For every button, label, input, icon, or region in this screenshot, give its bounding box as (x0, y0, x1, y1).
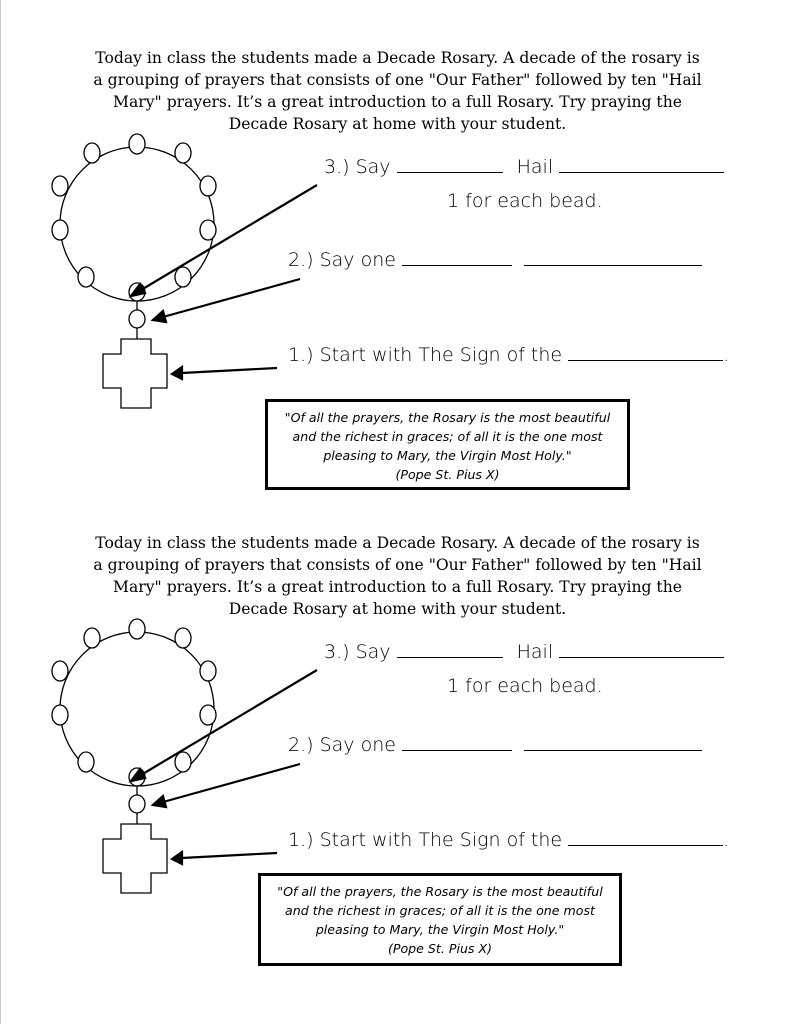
step-3-line (324, 637, 724, 664)
quote-line: pleasing to Mary, the Virgin Most Holy." (315, 922, 565, 937)
arrowhead (172, 852, 182, 864)
step-2-blank-2[interactable] (524, 245, 702, 266)
quote-line: pleasing to Mary, the Virgin Most Holy." (323, 448, 572, 463)
hail-mary-bead (175, 628, 191, 648)
arrowhead (172, 367, 182, 379)
quote-line: "Of all the prayers, the Rosary is the most beautiful (284, 410, 611, 425)
step-1-line (288, 825, 729, 852)
hail-mary-bead (78, 752, 94, 772)
hail-mary-bead (200, 661, 216, 681)
hail-mary-bead (200, 176, 216, 196)
hail-mary-bead (52, 705, 68, 725)
hail-mary-bead (52, 176, 68, 196)
hail-mary-bead (129, 134, 145, 154)
arrowhead (153, 311, 166, 322)
step-3-blank-count[interactable] (397, 637, 503, 658)
step-3-note: 1 for each bead. (447, 190, 603, 212)
step-1-label: 1.) Start with The Sign of the (288, 829, 563, 851)
step-2-line (288, 245, 702, 272)
arrowhead (153, 796, 166, 807)
step-1-label: 1.) Start with The Sign of the (288, 344, 563, 366)
step-3-line (324, 152, 724, 179)
hail-mary-bead (52, 220, 68, 240)
hail-mary-bead (78, 267, 94, 287)
pope-quote-box (265, 399, 630, 490)
pointer-arrow-1 (182, 853, 277, 858)
step-2-blank-1[interactable] (402, 245, 512, 266)
step-3-hail-label: Hail (516, 156, 554, 178)
our-father-bead (129, 310, 145, 328)
pointer-arrow-1 (182, 368, 277, 373)
step-1-blank[interactable] (568, 825, 723, 846)
intro-line: a grouping of prayers that consists of one "Our Father" followed by ten "Hail (93, 556, 702, 574)
hail-mary-bead (129, 619, 145, 639)
our-father-bead (129, 795, 145, 813)
step-1-period: . (723, 344, 730, 366)
worksheet-section-1 (0, 47, 791, 532)
intro-line: Mary" prayers. It’s a great introduction to a full Rosary. Try praying the (113, 578, 682, 596)
step-3-say-label: 3.) Say (324, 641, 391, 663)
intro-line: a grouping of prayers that consists of one "Our Father" followed by ten "Hail (93, 71, 702, 89)
quote-line: "Of all the prayers, the Rosary is the most beautiful (277, 884, 603, 899)
quote-line: and the richest in graces; of all it is the one most (285, 903, 595, 918)
cross-icon (103, 824, 167, 893)
hail-mary-bead (175, 143, 191, 163)
intro-line: Mary" prayers. It’s a great introduction to a full Rosary. Try praying the (113, 93, 682, 111)
quote-attribution: (Pope St. Pius X) (387, 941, 493, 956)
hail-mary-bead (52, 661, 68, 681)
step-2-line (288, 730, 702, 757)
intro-line: Decade Rosary at home with your student. (228, 600, 567, 618)
rosary-diagram (0, 532, 330, 902)
quote-attribution: (Pope St. Pius X) (395, 467, 500, 482)
step-2-label: 2.) Say one (288, 249, 396, 271)
cross-icon (103, 339, 167, 408)
step-2-blank-2[interactable] (524, 730, 702, 751)
intro-line: Decade Rosary at home with your student. (228, 115, 567, 133)
step-3-say-label: 3.) Say (324, 156, 391, 178)
pope-quote-box (258, 873, 622, 966)
step-3-blank-prayer[interactable] (559, 637, 724, 658)
step-1-period: . (723, 829, 730, 851)
hail-mary-bead (175, 267, 191, 287)
hail-mary-bead (200, 705, 216, 725)
pointer-arrow-3 (141, 185, 317, 290)
step-3-note: 1 for each bead. (447, 675, 603, 697)
intro-line: Today in class the students made a Decade Rosary. A decade of the rosary is (95, 534, 700, 552)
step-2-label: 2.) Say one (288, 734, 396, 756)
quote-line: and the richest in graces; of all it is the one most (292, 429, 603, 444)
step-1-blank[interactable] (568, 340, 723, 361)
step-3-hail-label: Hail (516, 641, 554, 663)
hail-mary-bead (200, 220, 216, 240)
hail-mary-bead (84, 628, 100, 648)
hail-mary-bead (175, 752, 191, 772)
pointer-arrow-3 (141, 670, 317, 775)
intro-line: Today in class the students made a Decade Rosary. A decade of the rosary is (95, 49, 700, 67)
worksheet-section-2 (0, 532, 791, 1017)
step-1-line (288, 340, 729, 367)
step-3-blank-prayer[interactable] (559, 152, 724, 173)
rosary-diagram (0, 47, 330, 417)
step-2-blank-1[interactable] (402, 730, 512, 751)
hail-mary-bead (84, 143, 100, 163)
step-3-blank-count[interactable] (397, 152, 503, 173)
